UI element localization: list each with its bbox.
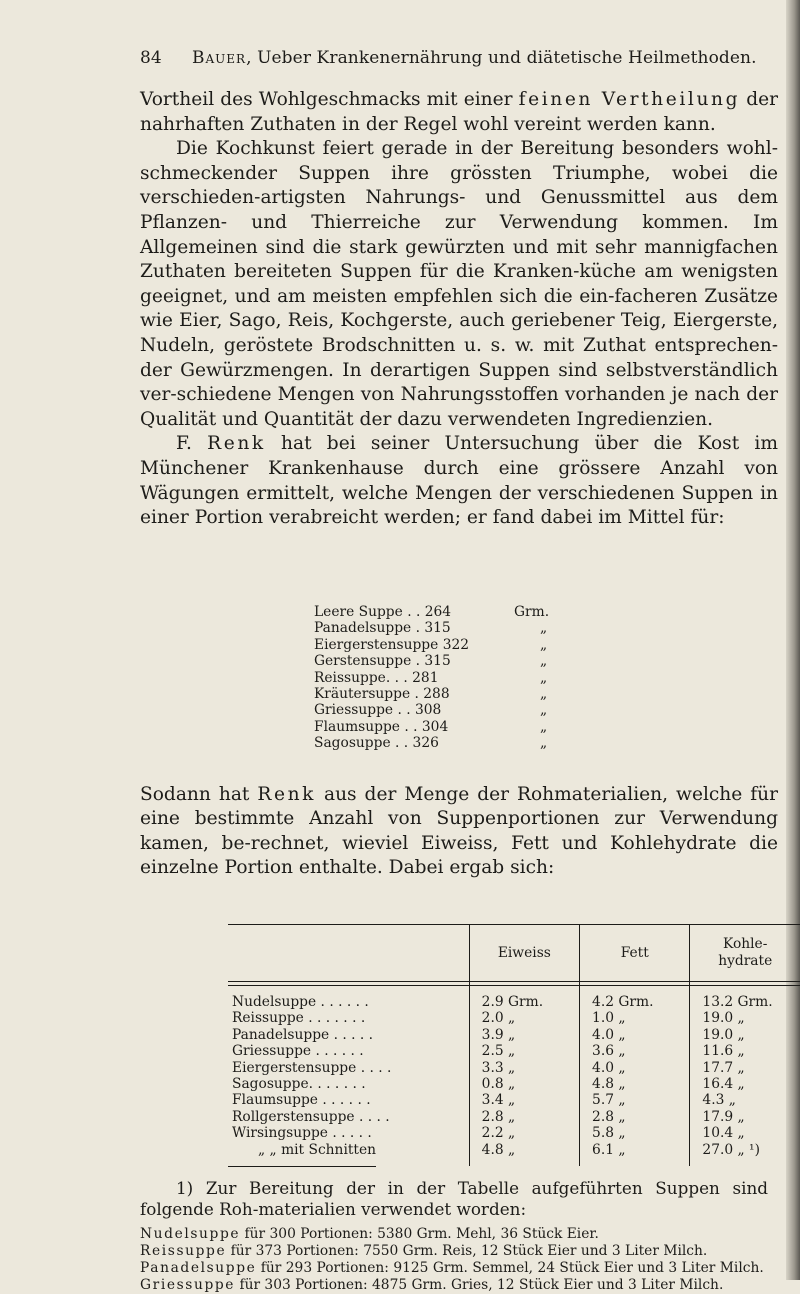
table-row: Sagosuppe. . . . . . . 0.8 „ 4.8 „ 16.4 „ bbox=[228, 1076, 800, 1092]
table-row: „ „ mit Schnitten 4.8 „ 6.1 „ 27.0 „ ¹) bbox=[228, 1142, 800, 1158]
header-title bbox=[192, 48, 757, 68]
table-row: Eiergerstensuppe . . . . 3.3 „ 4.0 „ 17.7 „ bbox=[228, 1060, 800, 1076]
table-row: Griessuppe . . . . . . 2.5 „ 3.6 „ 11.6 „ bbox=[228, 1043, 800, 1059]
table-row: Nudelsuppe . . . . . . 2.9 Grm. 4.2 Grm. 13.2 Grm. bbox=[228, 994, 800, 1010]
author-name: Renk bbox=[207, 433, 266, 455]
list-item: Reissuppe. . . 281 „ bbox=[314, 669, 548, 686]
emphasis: feinen Vertheilung bbox=[518, 89, 741, 110]
list-item: Griessuppe für 303 Portionen: 4875 Grm. Gries, 12 Stück Eier und 3 Liter Milch. bbox=[140, 1277, 724, 1293]
list-item: Flaumsuppe . . 304 „ bbox=[314, 718, 548, 735]
table-row: Panadelsuppe . . . . . 3.9 „ 4.0 „ 19.0 „ bbox=[228, 1027, 800, 1043]
paragraph-2: Die Kochkunst feiert gerade in der Bereitung besonders wohl-schmeckender Suppen ihre grössten Triumphe, wobei die verschieden-artigsten Nahrungs- und Genussmittel aus dem Pflanzen- und Thierreiche zur Verwendung kommen. Im Allgemeinen sind die stark gewürzten und mit sehr mannigfachen Zuthaten bereiteten Suppen für die Kranken-küche am wenigsten geeignet, und am meisten empfehlen sich die ein-facheren Zusätze wie Eier, Sago, Reis, Kochgerste, auch geriebener Teig, Eiergerste, Nudeln, geröstete Brodschnitten u. s. w. mit Zuthat entsprechen-der Gewürzmengen. In derartigen Suppen sind selbstverständlich ver-schiedene Mengen von Nahrungsstoffen vorhanden je nach der Qualität und Quantität der dazu verwendeten Ingredienzien. bbox=[140, 138, 778, 430]
footnote-list bbox=[140, 1226, 768, 1294]
column-header-kohlehydrate: Kohle- hydrate bbox=[690, 925, 800, 982]
footnote-intro: 1) Zur Bereitung der in der Tabelle aufgeführten Suppen sind folgende Roh-materialien verwendet worden: bbox=[140, 1178, 768, 1219]
list-item: Sagosuppe . . 326 „ bbox=[314, 735, 548, 752]
list-item: Gerstensuppe . 315 „ bbox=[314, 653, 548, 670]
header-author: Bauer bbox=[192, 48, 247, 68]
paragraph-1: Vortheil des Wohlgeschmacks mit einer feinen Vertheilung der nahrhaften Zuthaten in der Regel wohl vereint werden kann. bbox=[140, 89, 778, 135]
soup-weight-list bbox=[314, 604, 580, 752]
column-header-eiweiss: Eiweiss bbox=[469, 925, 579, 982]
list-item: Reissuppe für 373 Portionen: 7550 Grm. Reis, 12 Stück Eier und 3 Liter Milch. bbox=[140, 1243, 708, 1259]
list-item: Kräutersuppe . 288 „ bbox=[314, 685, 548, 702]
list-item: Panadelsuppe für 293 Portionen: 9125 Grm. Semmel, 24 Stück Eier und 3 Liter Milch. bbox=[140, 1260, 764, 1276]
page-number: 84 bbox=[140, 48, 162, 68]
list-item: Griessuppe . . 308 „ bbox=[314, 702, 548, 719]
header-title-text: , Ueber Krankenernährung und diätetische Heilmethoden. bbox=[246, 48, 757, 68]
list-item: Panadelsuppe . 315 „ bbox=[314, 620, 548, 637]
table-row: Flaumsuppe . . . . . . 3.4 „ 5.7 „ 4.3 „ bbox=[228, 1092, 800, 1108]
list-item: Leere Suppe . . 264 Grm. bbox=[314, 604, 550, 620]
list-item: Eiergerstensuppe 322 „ bbox=[314, 636, 548, 653]
table-row: Wirsingsuppe . . . . . 2.2 „ 5.8 „ 10.4 „ bbox=[228, 1125, 800, 1141]
paragraph-3: F. Renk hat bei seiner Untersuchung über die Kost im Münchener Krankenhause durch eine grössere Anzahl von Wägungen ermittelt, welche Mengen der verschiedenen Suppen in einer Portion verabreicht werden; er fand dabei im Mittel für: bbox=[140, 433, 778, 529]
table-row: Rollgerstensuppe . . . . 2.8 „ 2.8 „ 17.9 „ bbox=[228, 1109, 800, 1125]
footnote bbox=[140, 1178, 768, 1294]
body-text-2 bbox=[140, 764, 778, 900]
author-name: Renk bbox=[257, 783, 317, 805]
running-header bbox=[140, 48, 780, 72]
footnote-rule bbox=[228, 1166, 376, 1167]
column-header-fett: Fett bbox=[580, 925, 690, 982]
nutrition-table bbox=[228, 924, 800, 1166]
table-header bbox=[228, 925, 800, 982]
body-text bbox=[140, 88, 778, 531]
paragraph-4: Sodann hat Renk aus der Menge der Rohmaterialien, welche für eine bestimmte Anzahl von Suppenportionen zur Verwendung kamen, be-rechnet, wieviel Eiweiss, Fett und Kohlehydrate die einzelne Portion enthalte. Dabei ergab sich: bbox=[140, 783, 778, 879]
list-item: Nudelsuppe für 300 Portionen: 5380 Grm. Mehl, 36 Stück Eier. bbox=[140, 1226, 599, 1242]
table-row: Reissuppe . . . . . . . 2.0 „ 1.0 „ 19.0 „ bbox=[228, 1010, 800, 1026]
